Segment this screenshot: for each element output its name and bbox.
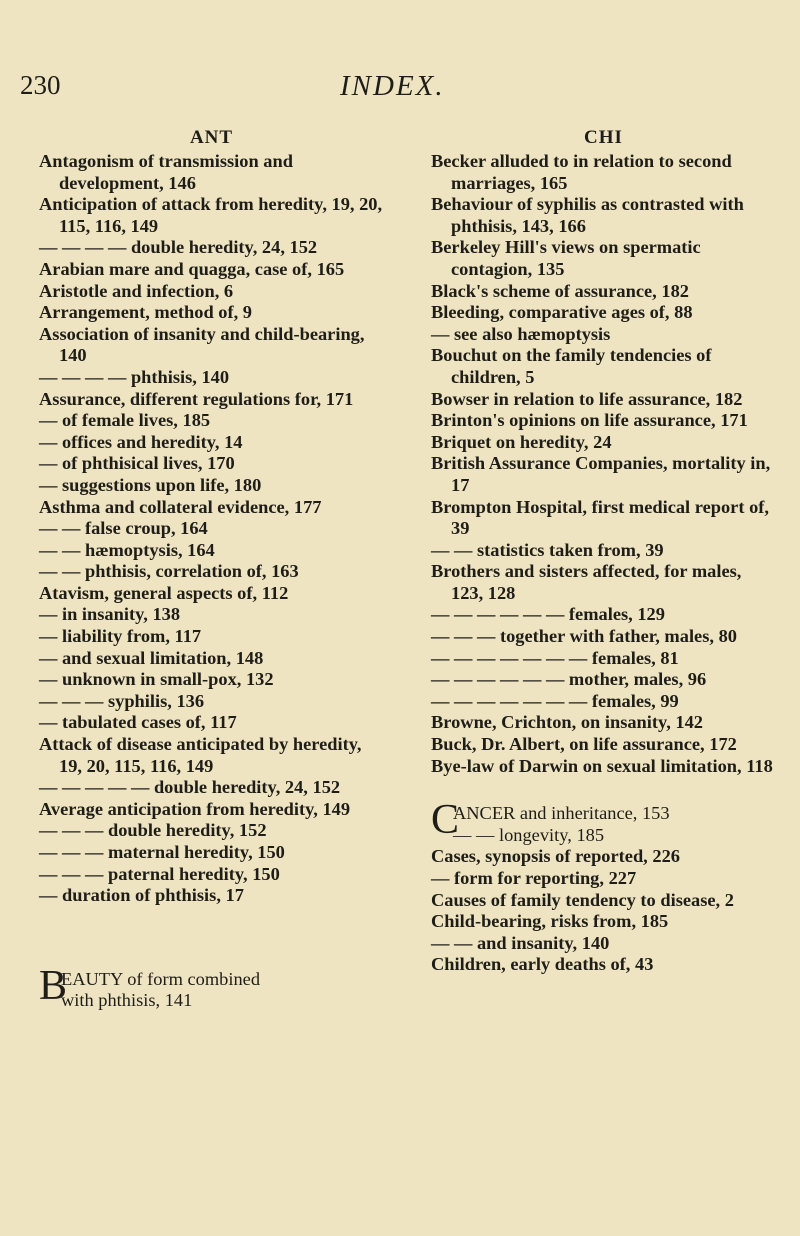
index-entry: British Assurance Companies, mortality in, 17: [431, 453, 771, 495]
index-entry: — — — — — double heredity, 24, 152: [39, 777, 341, 798]
index-entry: Briquet on heredity, 24: [431, 431, 612, 452]
index-entry: — of phthisical lives, 170: [39, 453, 235, 474]
index-entry: — — — — — — females, 129: [431, 604, 665, 625]
index-entry: Causes of family tendency to disease, 2: [431, 889, 734, 910]
index-entry: — see also hæmoptysis: [431, 323, 611, 344]
index-entry: Child-bearing, risks from, 185: [431, 911, 669, 932]
index-entry: Aristotle and infection, 6: [39, 280, 234, 301]
index-entry: — — — together with father, males, 80: [431, 626, 737, 647]
left-column-head: ANT: [189, 127, 234, 148]
index-entry: Berkeley Hill's views on spermatic contagion, 135: [431, 237, 701, 279]
running-head: INDEX.: [340, 70, 445, 102]
index-entry: Bye-law of Darwin on sexual limitation, 118: [431, 755, 773, 776]
index-entry: — — — — — — — females, 99: [431, 690, 679, 711]
index-entry: Behaviour of syphilis as contrasted with phthisis, 143, 166: [431, 194, 744, 236]
index-entry: — — phthisis, correlation of, 163: [39, 561, 299, 582]
index-entry: Black's scheme of assurance, 182: [431, 280, 689, 301]
index-entry: Antagonism of transmission and development, 146: [39, 151, 293, 193]
index-entry: — of female lives, 185: [39, 410, 211, 431]
section-b-first-line: EAUTY of form combined: [61, 968, 261, 989]
index-entry: Asthma and collateral evidence, 177: [39, 496, 322, 517]
section-b-continuation: with phthisis, 141: [61, 990, 193, 1011]
index-entry: Bleeding, comparative ages of, 88: [431, 302, 693, 323]
index-entry: — — — paternal heredity, 150: [39, 863, 280, 884]
index-entry: — — and insanity, 140: [431, 932, 610, 953]
index-entry: Arrangement, method of, 9: [39, 302, 252, 323]
index-entry: — — hæmoptysis, 164: [39, 539, 215, 560]
drop-cap-b: B: [39, 962, 68, 1009]
section-c-first-line: ANCER and inheritance, 153: [453, 803, 670, 824]
page-header: [0, 70, 800, 104]
index-entry: — — — syphilis, 136: [39, 690, 205, 711]
right-column: [431, 127, 776, 976]
index-entry: — suggestions upon life, 180: [39, 474, 262, 495]
index-entry: — form for reporting, 227: [431, 868, 637, 888]
index-entry: — — statistics taken from, 39: [431, 539, 664, 560]
index-entry: — liability from, 117: [39, 626, 202, 647]
index-entry: — in insanity, 138: [39, 604, 181, 625]
index-entry: — — — double heredity, 152: [39, 820, 267, 841]
index-entry: Average anticipation from heredity, 149: [39, 798, 351, 819]
index-entry: — duration of phthisis, 17: [39, 885, 244, 906]
index-entry: Brinton's opinions on life assurance, 171: [431, 410, 748, 431]
section-c-entry-list: [431, 846, 776, 976]
index-entry: Bouchut on the family tendencies of children, 5: [431, 345, 712, 387]
index-entry: Arabian mare and quagga, case of, 165: [39, 258, 345, 279]
section-gap: [431, 777, 776, 803]
section-c-entry: [431, 797, 776, 846]
page-number: 230: [20, 70, 61, 100]
index-entry: Brothers and sisters affected, for males, 123, 128: [431, 561, 742, 603]
index-entry: — — false croup, 164: [39, 518, 208, 539]
left-entry-list: [39, 151, 384, 907]
index-entry: Atavism, general aspects of, 112: [39, 582, 289, 603]
index-entry: Brompton Hospital, first medical report of, 39: [431, 496, 769, 539]
index-entry: Bowser in relation to life assurance, 182: [431, 388, 743, 409]
right-entry-list: [431, 151, 776, 777]
left-column: [39, 127, 384, 1012]
index-entry: Children, early deaths of, 43: [431, 954, 654, 975]
index-entry: Assurance, different regulations for, 171: [39, 388, 354, 409]
index-entry: — — — maternal heredity, 150: [39, 842, 285, 862]
index-entry: Browne, Crichton, on insanity, 142: [431, 712, 703, 733]
section-c-continuation: — — longevity, 185: [453, 824, 605, 845]
section-gap: [39, 907, 384, 969]
index-entry: Association of insanity and child-bearing, 140: [39, 323, 365, 366]
index-entry: Attack of disease anticipated by heredity, 19, 20, 115, 116, 149: [39, 734, 362, 776]
right-column-head: CHI: [584, 127, 623, 148]
drop-cap-c: C: [431, 797, 460, 844]
index-entry: — offices and heredity, 14: [39, 431, 243, 452]
index-entry: — — — — double heredity, 24, 152: [39, 237, 318, 258]
index-entry: — — — — — — — females, 81: [431, 647, 679, 668]
index-entry: — — — — phthisis, 140: [39, 366, 230, 387]
index-entry: — tabulated cases of, 117: [39, 712, 237, 733]
section-b-entry: [39, 962, 384, 1012]
index-entry: Anticipation of attack from heredity, 19, 20, 115, 116, 149: [39, 194, 383, 236]
index-entry: Becker alluded to in relation to second marriages, 165: [431, 151, 732, 193]
index-entry: Buck, Dr. Albert, on life assurance, 172: [431, 734, 737, 755]
index-entry: — unknown in small-pox, 132: [39, 669, 274, 690]
index-entry: Cases, synopsis of reported, 226: [431, 846, 680, 867]
index-entry: — and sexual limitation, 148: [39, 647, 264, 668]
index-entry: — — — — — — mother, males, 96: [431, 669, 707, 690]
